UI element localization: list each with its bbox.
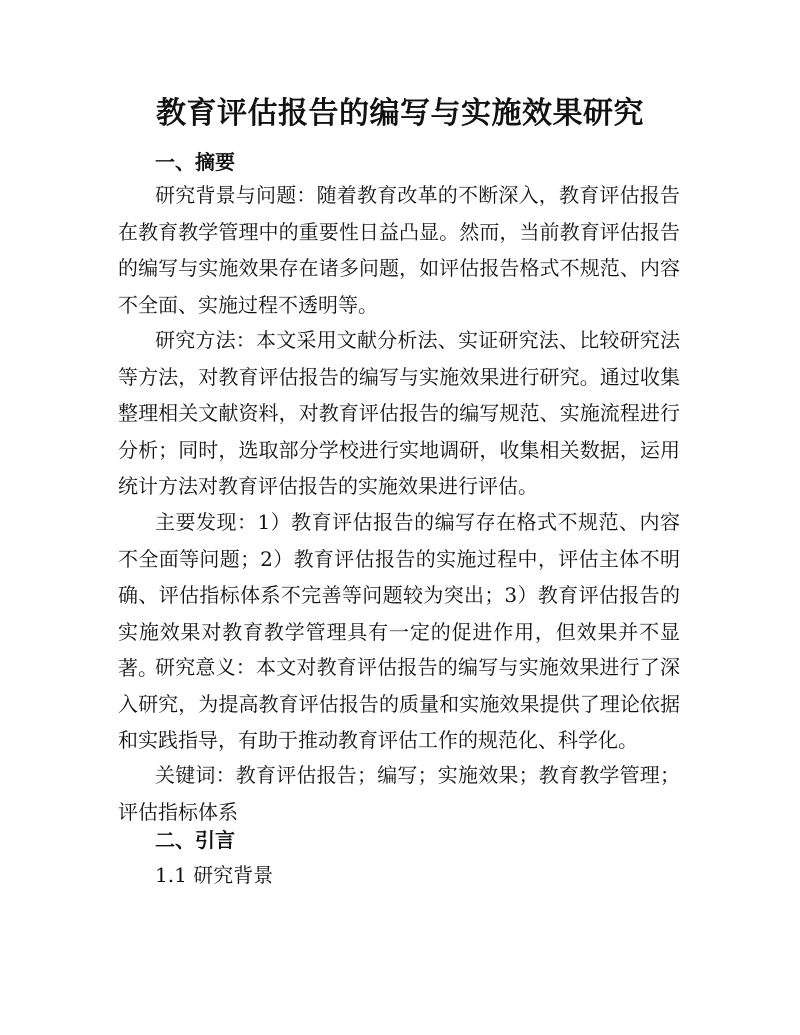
paragraph-background: 研究背景与问题：随着教育改革的不断深入，教育评估报告在教育教学管理中的重要性日益凸显。然而，当前教育评估报告的编写与实施效果存在诸多问题，如评估报告格式不规范、内容不全面、实施过程不透明等。 (118, 183, 680, 317)
subsection-heading-background: 1.1 研究背景 (155, 863, 274, 887)
document-title: 教育评估报告的编写与实施效果研究 (156, 96, 644, 131)
paragraph-method: 研究方法：本文采用文献分析法、实证研究法、比较研究法等方法，对教育评估报告的编写与实施效果进行研究。通过收集整理相关文献资料，对教育评估报告的编写规范、实施流程进行分析；同时，选取部分学校进行实地调研，收集相关数据，运用统计方法对教育评估报告的实施效果进行评估。 (118, 328, 680, 498)
section-heading-abstract: 一、摘要 (155, 150, 235, 174)
paragraph-findings: 主要发现：1）教育评估报告的编写存在格式不规范、内容不全面等问题；2）教育评估报告的实施过程中，评估主体不明确、评估指标体系不完善等问题较为突出；3）教育评估报告的实施效果对教育教学管理具有一定的促进作用，但效果并不显著。 (118, 510, 680, 680)
paragraph-keywords: 关键词：教育评估报告；编写；实施效果；教育教学管理；评估指标体系 (118, 763, 680, 824)
paragraph-significance: 研究意义：本文对教育评估报告的编写与实施效果进行了深入研究，为提高教育评估报告的质量和实施效果提供了理论依据和实践指导，有助于推动教育评估工作的规范化、科学化。 (118, 655, 680, 752)
section-heading-introduction: 二、引言 (155, 828, 235, 852)
